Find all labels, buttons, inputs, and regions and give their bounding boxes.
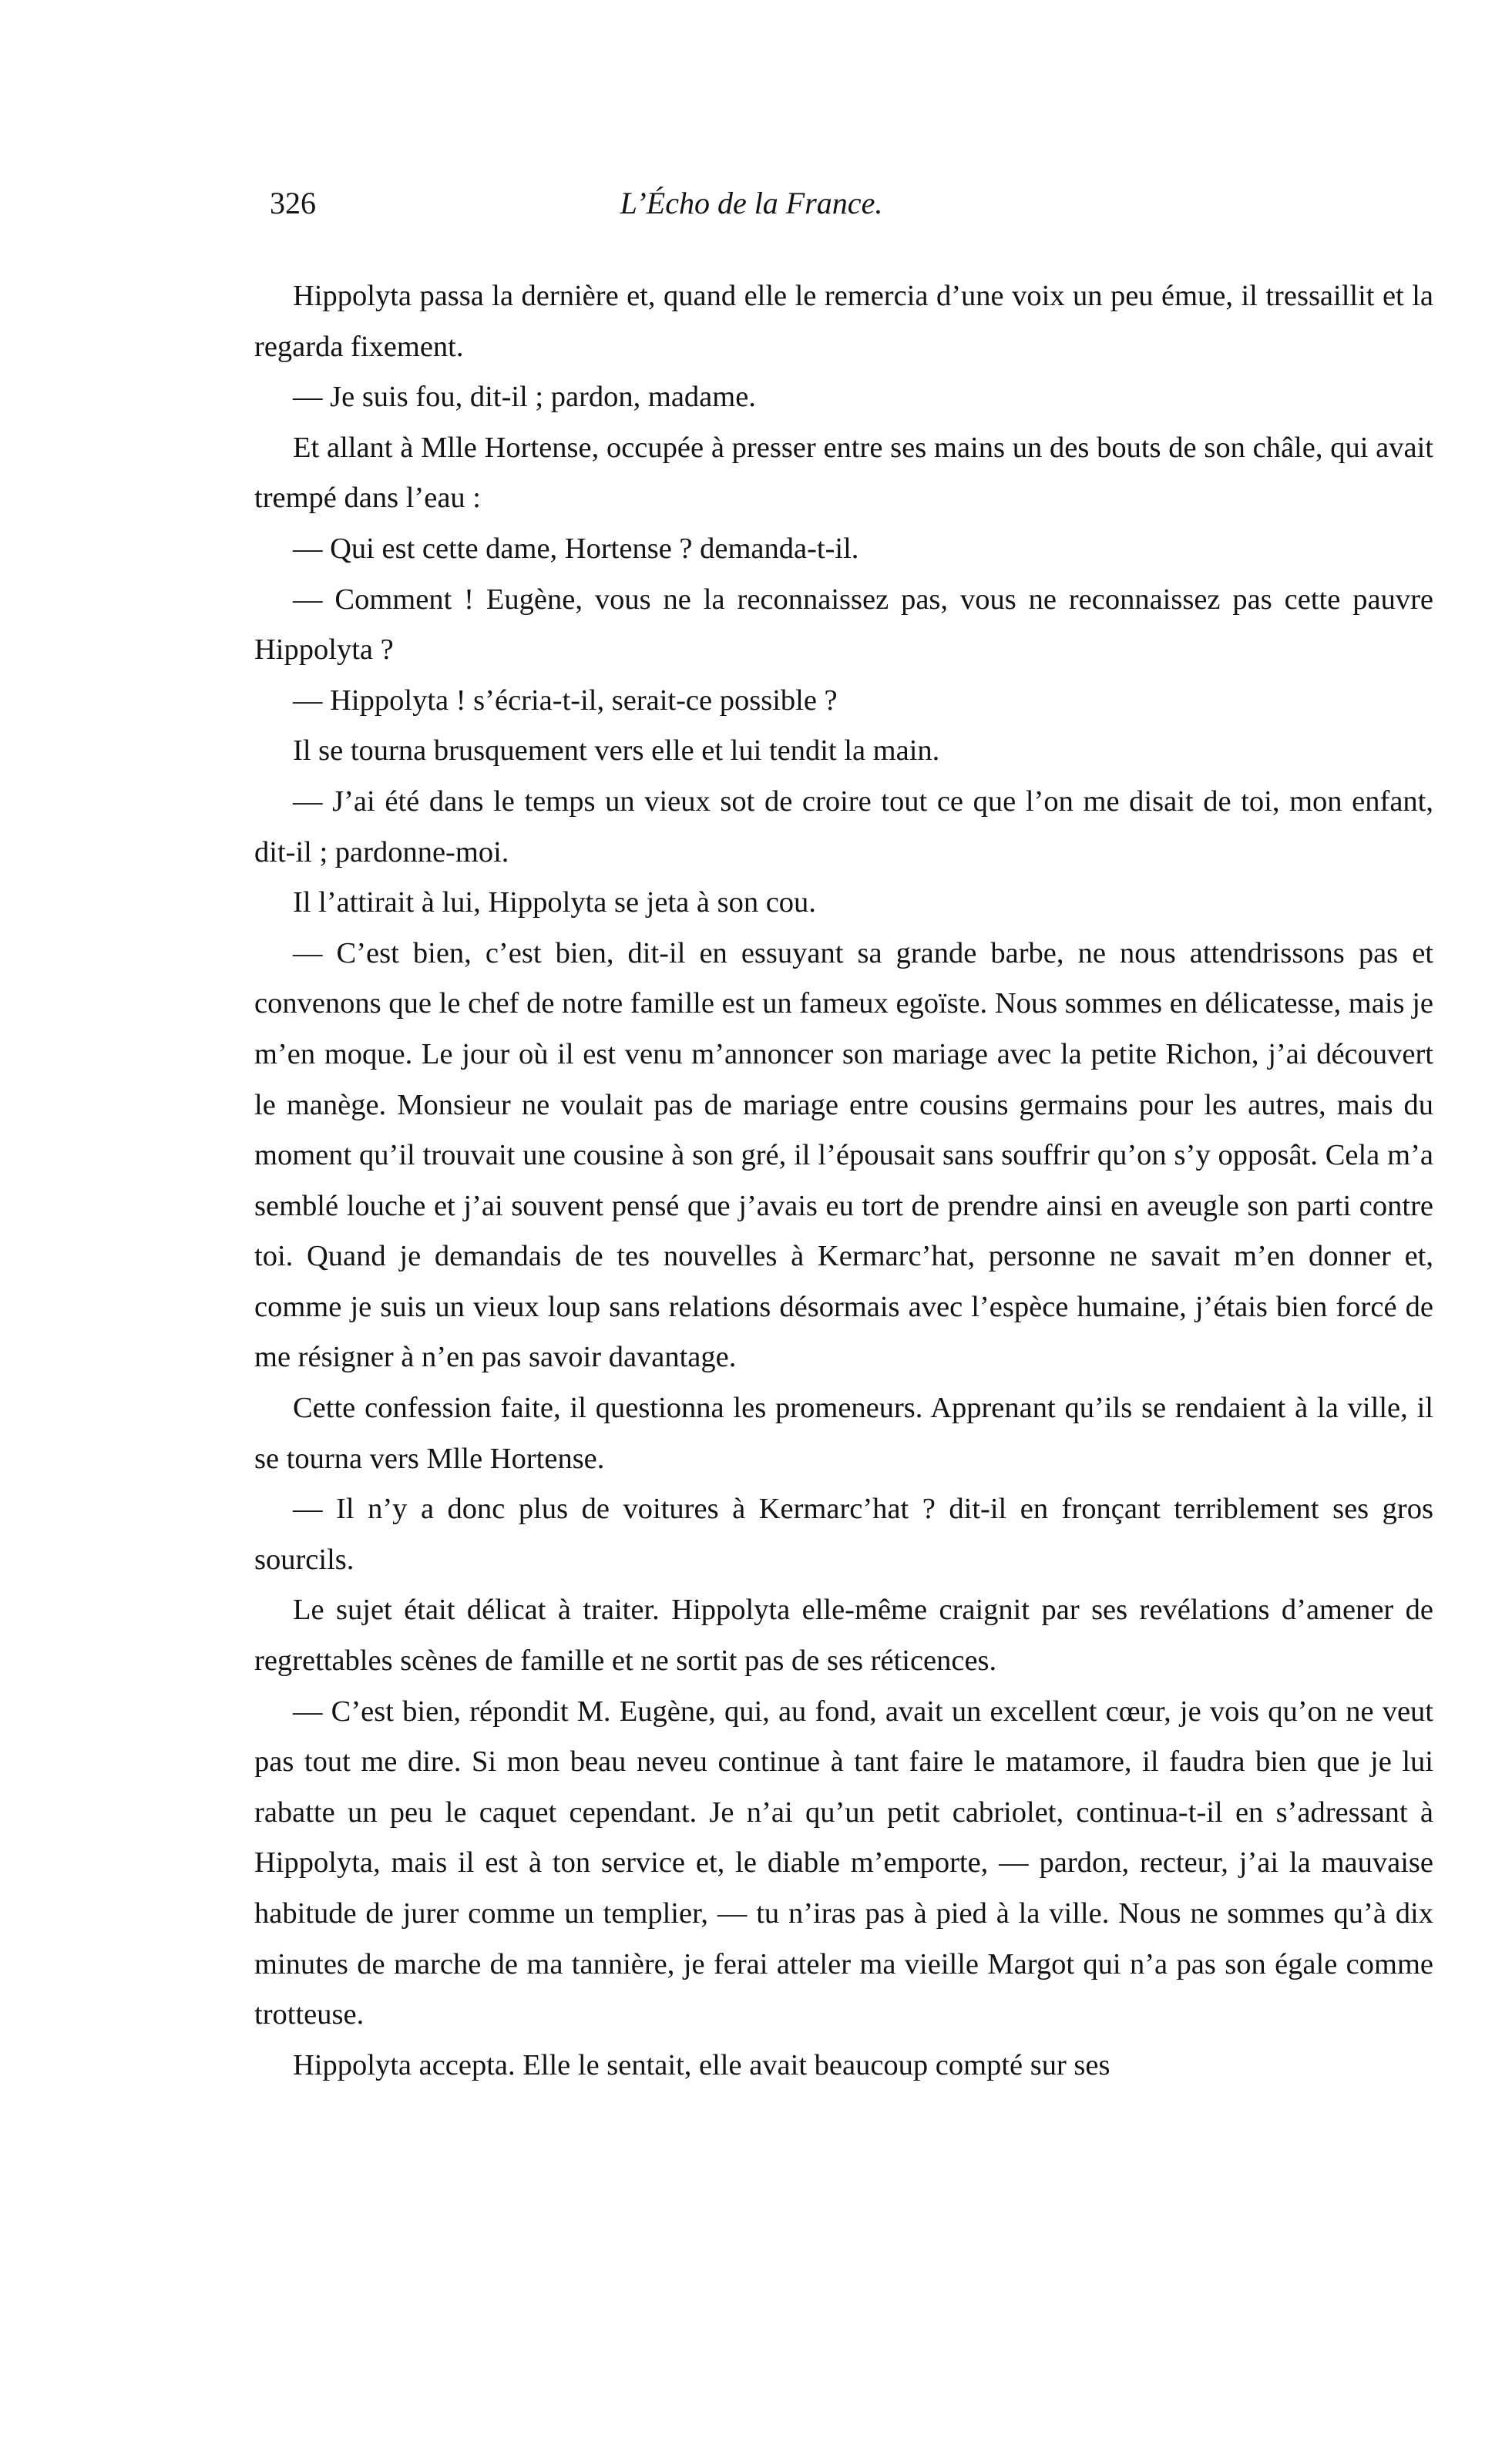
paragraph: — Comment ! Eugène, vous ne la reconnaissez pas, vous ne reconnaissez pas cette pauvre Hippolyta ?	[254, 583, 1433, 667]
paragraph: — C’est bien, c’est bien, dit-il en essuyant sa grande barbe, ne nous attendrissons pas et convenons que le chef de notre famille est un fameux egoïste. Nous sommes en délicatesse, mais je m’en moque. Le jour où il est venu m’annoncer son mariage avec la petite Richon, j’ai découvert le manège. Monsieur ne voulait pas de mariage entre cousins germains pour les autres, mais du moment qu’il trouvait une cousine à son gré, il l’épousait sans souffrir qu’on s’y opposât. Cela m’a semblé louche et j’ai souvent pensé que j’avais eu tort de prendre ainsi en aveugle son parti contre toi. Quand je demandais de tes nouvelles à Kermarc’hat, personne ne savait m’en donner et, comme je suis un vieux loup sans relations désormais avec l’espèce humaine, j’étais bien forcé de me résigner à n’en pas savoir davantage.	[254, 936, 1433, 1374]
paragraph: — Hippolyta ! s’écria-t-il, serait-ce possible ?	[293, 684, 838, 717]
paragraph: — C’est bien, répondit M. Eugène, qui, au fond, avait un excellent cœur, je vois qu’on ne veut pas tout me dire. Si mon beau neveu continue à tant faire le matamore, il faudra bien que je lui rabatte un peu le caquet cependant. Je n’ai qu’un petit cabriolet, continua-t-il en s’adressant à Hippolyta, mais il est à ton service et, le diable m’emporte, — pardon, recteur, j’ai la mauvaise habitude de jurer comme un templier, — tu n’iras pas à pied à la ville. Nous ne sommes qu’à dix minutes de marche de ma tannière, je ferai atteler ma vieille Margot qui n’a pas son égale comme trotteuse.	[254, 1695, 1433, 2031]
paragraph: — Il n’y a donc plus de voitures à Kermarc’hat ? dit-il en fronçant terriblement ses gros sourcils.	[254, 1493, 1433, 1576]
paragraph: Il se tourna brusquement vers elle et lui tendit la main.	[293, 734, 940, 768]
paragraph: Il l’attirait à lui, Hippolyta se jeta à son cou.	[293, 886, 816, 919]
page-header	[247, 185, 1256, 239]
running-title: L’Écho de la France.	[620, 186, 883, 220]
body-text	[254, 271, 1433, 2091]
paragraph: — Je suis fou, dit-il ; pardon, madame.	[293, 381, 756, 414]
paragraph: — Qui est cette dame, Hortense ? demanda-t-il.	[293, 532, 859, 565]
paragraph: Cette confession faite, il questionna les promeneurs. Apprenant qu’ils se rendaient à la ville, il se tourna vers Mlle Hortense.	[254, 1392, 1433, 1475]
paragraph: Et allant à Mlle Hortense, occupée à presser entre ses mains un des bouts de son châle, qui avait trempé dans l’eau :	[254, 431, 1433, 515]
paragraph: Le sujet était délicat à traiter. Hippolyta elle-même craignit par ses revélations d’amener de regrettables scènes de famille et ne sortit pas de ses réticences.	[254, 1594, 1433, 1678]
paragraph: Hippolyta accepta. Elle le sentait, elle avait beaucoup compté sur ses	[293, 2048, 1110, 2081]
paragraph: Hippolyta passa la dernière et, quand elle le remercia d’une voix un peu émue, il tressaillit et la regarda fixement.	[254, 280, 1433, 363]
paragraph: — J’ai été dans le temps un vieux sot de croire tout ce que l’on me disait de toi, mon enfant, dit-il ; pardonne-moi.	[254, 784, 1433, 868]
page-number: 326	[270, 186, 316, 220]
